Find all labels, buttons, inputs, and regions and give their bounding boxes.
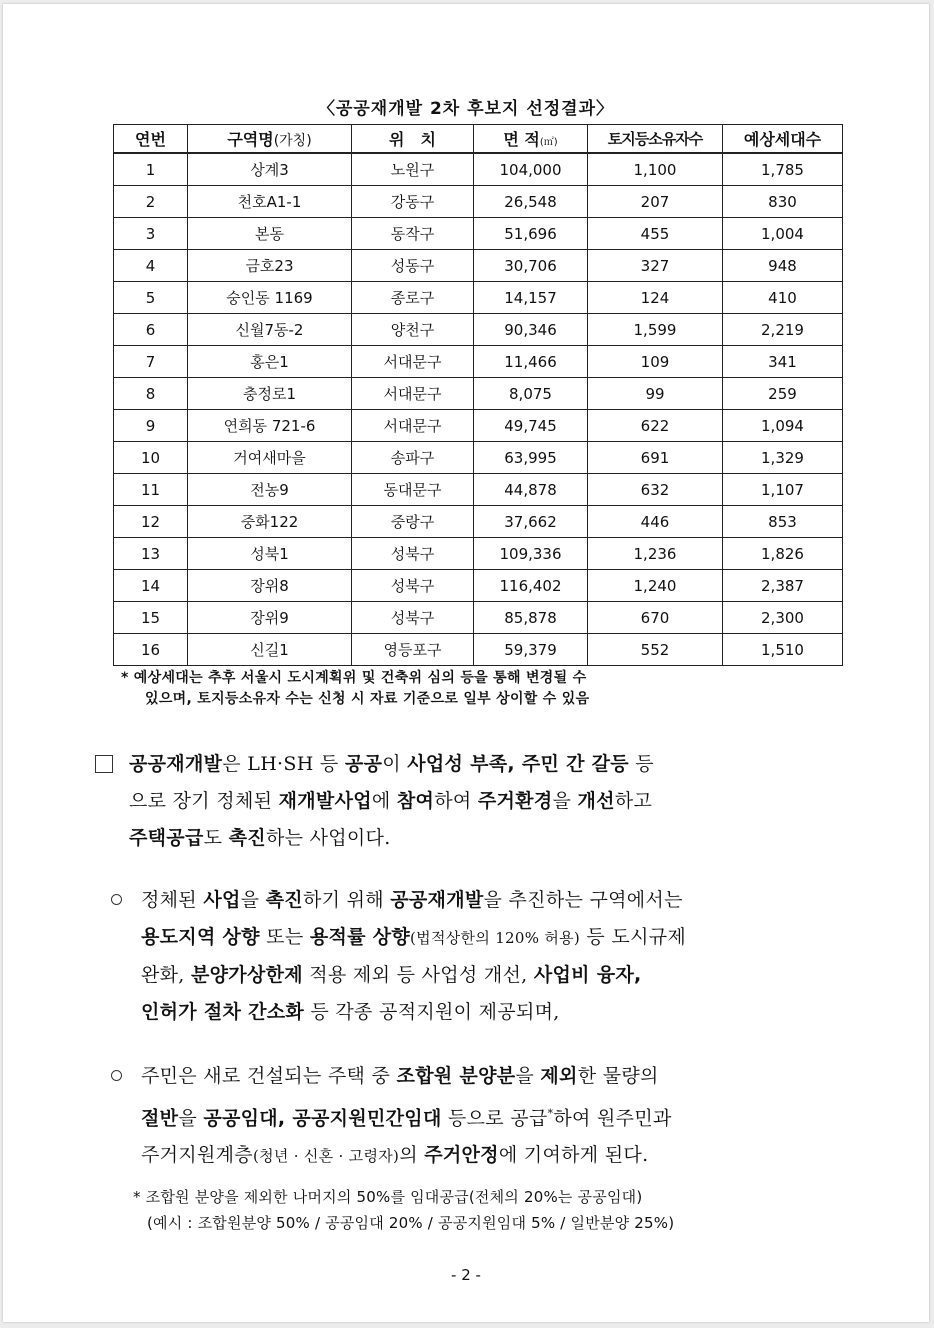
b2-term: 조합원 분양분 [396, 1065, 516, 1087]
s1-text: 은 LH·SH 등 [222, 753, 345, 775]
cell-households: 2,219 [723, 314, 843, 346]
cell-district: 장위9 [188, 602, 352, 634]
cell-area: 85,878 [474, 602, 588, 634]
cell-owners: 1,240 [588, 570, 723, 602]
cell-district: 상계3 [188, 153, 352, 186]
table-row [114, 474, 843, 506]
s1-text: 하는 사업이다. [265, 827, 391, 849]
b2-text: 을 [515, 1065, 541, 1087]
s1-term-public: 공공 [344, 753, 383, 775]
cell-households: 948 [723, 250, 843, 282]
cell-owners: 1,236 [588, 538, 723, 570]
table-row [114, 186, 843, 218]
cell-area: 63,995 [474, 442, 588, 474]
cell-location: 서대문구 [352, 346, 474, 378]
b1-note: (법적상한의 120% 허용) [410, 929, 581, 947]
table-row [114, 634, 843, 666]
cell-district: 성북1 [188, 538, 352, 570]
square-bullet-icon [95, 755, 113, 773]
cell-households: 2,387 [723, 570, 843, 602]
cell-owners: 632 [588, 474, 723, 506]
cell-area: 51,696 [474, 218, 588, 250]
cell-district: 연희동 721-6 [188, 410, 352, 442]
cell-location: 종로구 [352, 282, 474, 314]
circle-bullet-icon [111, 1070, 122, 1081]
cell-area: 49,745 [474, 410, 588, 442]
cell-location: 영등포구 [352, 634, 474, 666]
bullet1-line2 [141, 919, 861, 957]
footnote-line1: * 조합원 분양을 제외한 나머지의 50%를 임대공급(전체의 20%는 공공임대) [133, 1188, 643, 1206]
table-row [114, 346, 843, 378]
cell-district: 숭인동 1169 [188, 282, 352, 314]
cell-households: 1,094 [723, 410, 843, 442]
cell-location: 양천구 [352, 314, 474, 346]
table-row [114, 378, 843, 410]
cell-households: 1,785 [723, 153, 843, 186]
s1-text: 이 [382, 753, 408, 775]
cell-households: 1,107 [723, 474, 843, 506]
b2-text: 의 [399, 1144, 425, 1167]
b1-text: 완화, [141, 964, 191, 986]
circle-bullet-icon [111, 894, 122, 905]
s1-text: 으로 장기 정체된 [129, 790, 279, 812]
cell-no: 9 [114, 410, 188, 442]
cell-district: 본동 [188, 218, 352, 250]
cell-owners: 109 [588, 346, 723, 378]
cell-no: 10 [114, 442, 188, 474]
footnote [133, 1184, 674, 1236]
b1-term: 사업 [203, 889, 241, 911]
b1-text: 을 [240, 889, 266, 911]
cell-location: 서대문구 [352, 378, 474, 410]
header-area-unit: (㎡) [539, 137, 558, 148]
table-row [114, 570, 843, 602]
table-note-line1: * 예상세대는 추후 서울시 도시계획위 및 건축위 심의 등을 통해 변경될 수 [121, 670, 587, 686]
b1-term: 공공재개발 [390, 889, 484, 911]
cell-no: 11 [114, 474, 188, 506]
cell-no: 7 [114, 346, 188, 378]
cell-households: 853 [723, 506, 843, 538]
s1-term-improve: 개선 [577, 790, 615, 812]
bullet2-line2 [141, 1095, 861, 1137]
cell-no: 16 [114, 634, 188, 666]
section1-line3 [129, 820, 829, 857]
cell-district: 전농9 [188, 474, 352, 506]
cell-area: 14,157 [474, 282, 588, 314]
cell-owners: 622 [588, 410, 723, 442]
cell-no: 8 [114, 378, 188, 410]
cell-location: 노원구 [352, 153, 474, 186]
cell-location: 송파구 [352, 442, 474, 474]
b1-term: 용도지역 상향 [141, 926, 260, 948]
cell-area: 44,878 [474, 474, 588, 506]
bullet1-line4 [141, 994, 861, 1031]
cell-area: 30,706 [474, 250, 588, 282]
cell-households: 1,510 [723, 634, 843, 666]
cell-area: 90,346 [474, 314, 588, 346]
header-area [474, 125, 588, 154]
s1-text: 을 [552, 790, 578, 812]
cell-owners: 455 [588, 218, 723, 250]
b2-text: 등으로 공급 [441, 1107, 548, 1130]
b2-text: 하여 원주민과 [553, 1107, 672, 1130]
cell-no: 2 [114, 186, 188, 218]
cell-area: 104,000 [474, 153, 588, 186]
s1-term-housing-supply: 주택공급 [129, 827, 204, 849]
cell-households: 1,826 [723, 538, 843, 570]
b1-term: 촉진 [265, 889, 303, 911]
cell-owners: 99 [588, 378, 723, 410]
b1-term: 용적률 상향 [309, 926, 411, 948]
cell-area: 109,336 [474, 538, 588, 570]
cell-owners: 1,100 [588, 153, 723, 186]
s1-term-participate: 참여 [396, 790, 435, 812]
b2-term: 주거안정 [424, 1144, 499, 1167]
cell-location: 강동구 [352, 186, 474, 218]
cell-district: 거여새마을 [188, 442, 352, 474]
table-note-line2: 있으며, 토지등소유자 수는 신청 시 자료 기준으로 일부 상이할 수 있음 [145, 691, 590, 707]
b1-text: 등 도시규제 [580, 926, 687, 948]
cell-owners: 124 [588, 282, 723, 314]
b2-term: 공공임대, 공공지원민간임대 [203, 1107, 442, 1130]
b1-text: 등 각종 공적지원이 제공되며, [304, 1001, 560, 1023]
cell-location: 중랑구 [352, 506, 474, 538]
table-row [114, 282, 843, 314]
table-caption: 〈공공재개발 2차 후보지 선정결과〉 [317, 99, 615, 119]
table-row [114, 602, 843, 634]
b1-term: 사업비 융자, [533, 964, 642, 986]
cell-location: 성북구 [352, 602, 474, 634]
cell-district: 홍은1 [188, 346, 352, 378]
table-row [114, 538, 843, 570]
bullet2-paragraph [141, 1058, 861, 1175]
section1-line1 [129, 746, 829, 783]
section1-line2 [129, 783, 829, 820]
cell-area: 59,379 [474, 634, 588, 666]
cell-district: 천호A1-1 [188, 186, 352, 218]
b2-note: (청년 · 신혼 · 고령자) [252, 1147, 400, 1166]
table-row [114, 442, 843, 474]
candidate-table [113, 124, 843, 666]
cell-owners: 1,599 [588, 314, 723, 346]
header-households: 예상세대수 [723, 125, 843, 154]
b1-term: 인허가 절차 간소화 [141, 1001, 305, 1023]
table-row [114, 410, 843, 442]
section1-paragraph [129, 746, 829, 857]
cell-location: 성북구 [352, 570, 474, 602]
cell-no: 5 [114, 282, 188, 314]
s1-text: 등 [628, 753, 654, 775]
cell-no: 15 [114, 602, 188, 634]
s1-term-issues: 사업성 부족, 주민 간 갈등 [407, 753, 629, 775]
table-row [114, 218, 843, 250]
header-district-sub: (가칭) [273, 133, 312, 149]
cell-no: 6 [114, 314, 188, 346]
cell-owners: 552 [588, 634, 723, 666]
b2-term: 제외 [540, 1065, 578, 1087]
table-row [114, 153, 843, 186]
header-location: 위 치 [352, 125, 474, 154]
cell-households: 2,300 [723, 602, 843, 634]
s1-text: 도 [203, 827, 229, 849]
b2-text: 한 물량의 [577, 1065, 659, 1087]
table-row [114, 250, 843, 282]
cell-no: 3 [114, 218, 188, 250]
footnote-line2: (예시 : 조합원분양 50% / 공공임대 20% / 공공지원임대 5% / 일반분양 25%) [147, 1214, 675, 1232]
bullet1-paragraph [141, 882, 861, 1031]
s1-term-promote: 촉진 [228, 827, 266, 849]
cell-households: 341 [723, 346, 843, 378]
b1-text: 정체된 [141, 889, 204, 911]
cell-area: 8,075 [474, 378, 588, 410]
cell-no: 13 [114, 538, 188, 570]
cell-households: 830 [723, 186, 843, 218]
cell-owners: 691 [588, 442, 723, 474]
b2-text: 에 기여하게 된다. [498, 1144, 649, 1167]
cell-owners: 327 [588, 250, 723, 282]
cell-district: 중화122 [188, 506, 352, 538]
table-row [114, 506, 843, 538]
cell-district: 금호23 [188, 250, 352, 282]
b1-text: 또는 [259, 926, 310, 948]
cell-no: 4 [114, 250, 188, 282]
table-row [114, 314, 843, 346]
b1-term: 분양가상한제 [191, 964, 303, 986]
cell-area: 37,662 [474, 506, 588, 538]
b1-text: 을 추진하는 구역에서는 [483, 889, 683, 911]
cell-no: 1 [114, 153, 188, 186]
b1-text: 하기 위해 [302, 889, 391, 911]
b2-term: 절반 [141, 1107, 179, 1130]
header-district-main: 구역명 [227, 130, 274, 149]
header-district [188, 125, 352, 154]
b2-text: 주민은 새로 건설되는 주택 중 [141, 1065, 397, 1087]
table-header-row [114, 125, 843, 154]
cell-location: 성북구 [352, 538, 474, 570]
bullet1-line3 [141, 957, 861, 994]
s1-term-redevelopment: 재개발사업 [278, 790, 372, 812]
cell-location: 서대문구 [352, 410, 474, 442]
cell-area: 116,402 [474, 570, 588, 602]
cell-location: 동작구 [352, 218, 474, 250]
cell-households: 1,004 [723, 218, 843, 250]
b2-text: 주거지원계층 [141, 1144, 253, 1167]
cell-households: 1,329 [723, 442, 843, 474]
cell-district: 신길1 [188, 634, 352, 666]
s1-text: 에 [371, 790, 397, 812]
cell-district: 신월7동-2 [188, 314, 352, 346]
cell-owners: 670 [588, 602, 723, 634]
table-note [121, 668, 861, 710]
page-number: - 2 - [451, 1266, 481, 1284]
b2-footnote-mark: * [547, 1107, 554, 1120]
cell-district: 장위8 [188, 570, 352, 602]
bullet1-line1 [141, 882, 861, 919]
header-no: 연번 [114, 125, 188, 154]
header-area-main: 면 적 [503, 130, 540, 149]
bullet2-line1 [141, 1058, 861, 1095]
cell-owners: 207 [588, 186, 723, 218]
cell-no: 14 [114, 570, 188, 602]
s1-term-environment: 주거환경 [477, 790, 553, 812]
cell-owners: 446 [588, 506, 723, 538]
s1-text: 하여 [434, 790, 478, 812]
cell-area: 11,466 [474, 346, 588, 378]
cell-no: 12 [114, 506, 188, 538]
header-owners: 토지등소유자수 [588, 125, 723, 154]
cell-district: 충정로1 [188, 378, 352, 410]
cell-location: 동대문구 [352, 474, 474, 506]
document-page [3, 4, 929, 1322]
s1-text: 하고 [614, 790, 653, 812]
cell-households: 410 [723, 282, 843, 314]
b1-text: 적용 제외 등 사업성 개선, [302, 964, 534, 986]
cell-area: 26,548 [474, 186, 588, 218]
cell-households: 259 [723, 378, 843, 410]
s1-term-public-redevelopment: 공공재개발 [129, 753, 223, 775]
bullet2-line3 [141, 1137, 861, 1175]
b2-text: 을 [178, 1107, 204, 1130]
cell-location: 성동구 [352, 250, 474, 282]
